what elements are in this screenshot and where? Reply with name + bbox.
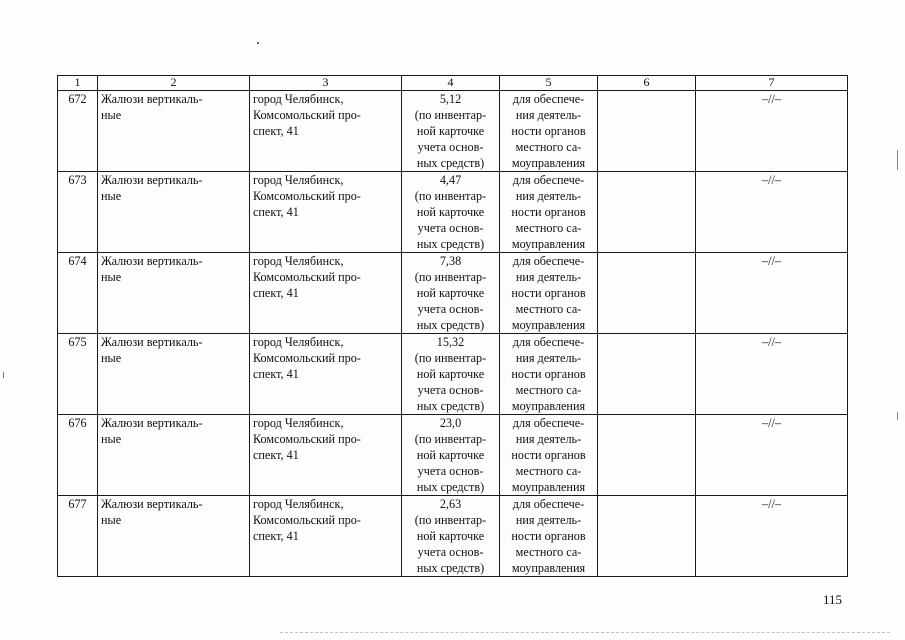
- column-6-cell: [598, 253, 696, 334]
- value-line: 2,63: [439, 497, 462, 511]
- item-name-cell: [98, 91, 250, 172]
- value-cell: [402, 253, 500, 334]
- purpose-line: ния деятель-: [515, 189, 582, 203]
- page-number: 115: [823, 592, 843, 607]
- value-line: ных средств): [416, 561, 485, 575]
- table-row: [58, 253, 848, 334]
- purpose-cell: [500, 415, 598, 496]
- value-line: 23,0: [439, 416, 462, 430]
- purpose-line: моуправления: [511, 399, 586, 413]
- address-line: город Челябинск,: [253, 416, 344, 430]
- scan-mark-right: [897, 150, 898, 170]
- header-row: [58, 76, 848, 91]
- address-line: спект, 41: [253, 529, 299, 543]
- column-7-cell: –//–: [696, 253, 848, 334]
- address-line: Комсомольский про-: [253, 513, 361, 527]
- purpose-line: местного са-: [515, 221, 582, 235]
- row-number-cell: 675: [58, 334, 98, 415]
- purpose-line: ности органов: [511, 367, 586, 381]
- column-6-cell: [598, 334, 696, 415]
- value-line: ной карточке: [416, 124, 485, 138]
- address-line: спект, 41: [253, 286, 299, 300]
- purpose-line: моуправления: [511, 237, 586, 251]
- column-6-cell: [598, 496, 696, 577]
- table-row: [58, 334, 848, 415]
- purpose-cell: [500, 253, 598, 334]
- item-name-cell: [98, 415, 250, 496]
- address-cell: [250, 334, 402, 415]
- table-row: [58, 496, 848, 577]
- value-cell: [402, 91, 500, 172]
- item-name-cell: [98, 334, 250, 415]
- row-number-cell: 673: [58, 172, 98, 253]
- header-cell-7: 7: [696, 76, 848, 91]
- address-line: Комсомольский про-: [253, 270, 361, 284]
- purpose-line: местного са-: [515, 464, 582, 478]
- address-cell: [250, 172, 402, 253]
- column-6-cell: [598, 91, 696, 172]
- header-cell-3: 3: [250, 76, 402, 91]
- purpose-line: ния деятель-: [515, 513, 582, 527]
- purpose-line: ния деятель-: [515, 108, 582, 122]
- item-name-line: ные: [101, 513, 122, 527]
- header-cell-4: 4: [402, 76, 500, 91]
- value-line: учета основ-: [417, 545, 484, 559]
- address-line: Комсомольский про-: [253, 108, 361, 122]
- value-line: учета основ-: [417, 221, 484, 235]
- value-cell: [402, 415, 500, 496]
- purpose-line: ния деятель-: [515, 432, 582, 446]
- value-line: ной карточке: [416, 448, 485, 462]
- value-line: 7,38: [439, 254, 462, 268]
- scan-speck: [257, 42, 259, 44]
- purpose-line: местного са-: [515, 140, 582, 154]
- table-row: [58, 415, 848, 496]
- item-name-cell: [98, 172, 250, 253]
- value-line: учета основ-: [417, 464, 484, 478]
- address-line: спект, 41: [253, 124, 299, 138]
- column-7-cell: –//–: [696, 91, 848, 172]
- address-line: Комсомольский про-: [253, 351, 361, 365]
- value-line: (по инвентар-: [414, 351, 487, 365]
- purpose-line: ности органов: [511, 286, 586, 300]
- purpose-line: местного са-: [515, 545, 582, 559]
- value-line: ных средств): [416, 480, 485, 494]
- table-body: [58, 91, 848, 577]
- purpose-line: ности органов: [511, 124, 586, 138]
- item-name-line: Жалюзи вертикаль-: [101, 92, 203, 106]
- address-line: спект, 41: [253, 205, 299, 219]
- value-line: (по инвентар-: [414, 513, 487, 527]
- item-name-line: Жалюзи вертикаль-: [101, 335, 203, 349]
- value-cell: [402, 496, 500, 577]
- purpose-line: местного са-: [515, 383, 582, 397]
- column-7-cell: –//–: [696, 172, 848, 253]
- item-name-line: ные: [101, 432, 122, 446]
- value-line: (по инвентар-: [414, 432, 487, 446]
- item-name-line: ные: [101, 108, 122, 122]
- row-number-cell: 672: [58, 91, 98, 172]
- purpose-line: ния деятель-: [515, 270, 582, 284]
- purpose-line: моуправления: [511, 561, 586, 575]
- item-name-line: ные: [101, 270, 122, 284]
- value-line: ных средств): [416, 237, 485, 251]
- purpose-line: для обеспече-: [512, 497, 585, 511]
- scan-mark-left: [3, 372, 4, 378]
- table-header: [58, 76, 848, 91]
- item-name-line: ные: [101, 351, 122, 365]
- row-number-cell: 677: [58, 496, 98, 577]
- purpose-cell: [500, 172, 598, 253]
- purpose-line: местного са-: [515, 302, 582, 316]
- row-number-cell: 674: [58, 253, 98, 334]
- item-name-cell: [98, 253, 250, 334]
- header-cell-5: 5: [500, 76, 598, 91]
- column-7-cell: –//–: [696, 496, 848, 577]
- value-line: 15,32: [436, 335, 465, 349]
- purpose-line: для обеспече-: [512, 254, 585, 268]
- column-6-cell: [598, 172, 696, 253]
- item-name-cell: [98, 496, 250, 577]
- purpose-cell: [500, 91, 598, 172]
- header-cell-1: 1: [58, 76, 98, 91]
- value-line: ной карточке: [416, 286, 485, 300]
- purpose-line: для обеспече-: [512, 416, 585, 430]
- header-cell-2: 2: [98, 76, 250, 91]
- table-row: [58, 172, 848, 253]
- purpose-line: ности органов: [511, 529, 586, 543]
- value-line: учета основ-: [417, 383, 484, 397]
- value-line: учета основ-: [417, 302, 484, 316]
- address-line: спект, 41: [253, 448, 299, 462]
- property-registry-table: [57, 75, 848, 577]
- value-cell: [402, 334, 500, 415]
- value-line: (по инвентар-: [414, 189, 487, 203]
- item-name-line: Жалюзи вертикаль-: [101, 416, 203, 430]
- purpose-line: ности органов: [511, 205, 586, 219]
- header-cell-6: 6: [598, 76, 696, 91]
- value-cell: [402, 172, 500, 253]
- purpose-line: для обеспече-: [512, 335, 585, 349]
- scan-bottom-marks: [280, 632, 890, 637]
- purpose-line: ния деятель-: [515, 351, 582, 365]
- table-row: [58, 91, 848, 172]
- value-line: (по инвентар-: [414, 108, 487, 122]
- item-name-line: Жалюзи вертикаль-: [101, 254, 203, 268]
- value-line: ных средств): [416, 156, 485, 170]
- row-number-cell: 676: [58, 415, 98, 496]
- purpose-line: моуправления: [511, 156, 586, 170]
- column-7-cell: –//–: [696, 415, 848, 496]
- purpose-line: для обеспече-: [512, 173, 585, 187]
- item-name-line: Жалюзи вертикаль-: [101, 173, 203, 187]
- address-line: Комсомольский про-: [253, 189, 361, 203]
- address-cell: [250, 496, 402, 577]
- column-7-cell: –//–: [696, 334, 848, 415]
- address-line: город Челябинск,: [253, 173, 344, 187]
- value-line: ных средств): [416, 399, 485, 413]
- address-line: город Челябинск,: [253, 497, 344, 511]
- item-name-line: Жалюзи вертикаль-: [101, 497, 203, 511]
- value-line: 5,12: [439, 92, 462, 106]
- value-line: (по инвентар-: [414, 270, 487, 284]
- purpose-line: для обеспече-: [512, 92, 585, 106]
- purpose-cell: [500, 496, 598, 577]
- scan-mark-right-lower: [897, 412, 898, 420]
- purpose-line: моуправления: [511, 480, 586, 494]
- value-line: учета основ-: [417, 140, 484, 154]
- value-line: ной карточке: [416, 205, 485, 219]
- value-line: ной карточке: [416, 367, 485, 381]
- address-cell: [250, 415, 402, 496]
- address-line: город Челябинск,: [253, 335, 344, 349]
- address-cell: [250, 253, 402, 334]
- address-line: город Челябинск,: [253, 92, 344, 106]
- purpose-line: моуправления: [511, 318, 586, 332]
- purpose-line: ности органов: [511, 448, 586, 462]
- address-cell: [250, 91, 402, 172]
- column-6-cell: [598, 415, 696, 496]
- value-line: ной карточке: [416, 529, 485, 543]
- purpose-cell: [500, 334, 598, 415]
- address-line: спект, 41: [253, 367, 299, 381]
- item-name-line: ные: [101, 189, 122, 203]
- value-line: 4,47: [439, 173, 462, 187]
- value-line: ных средств): [416, 318, 485, 332]
- address-line: Комсомольский про-: [253, 432, 361, 446]
- address-line: город Челябинск,: [253, 254, 344, 268]
